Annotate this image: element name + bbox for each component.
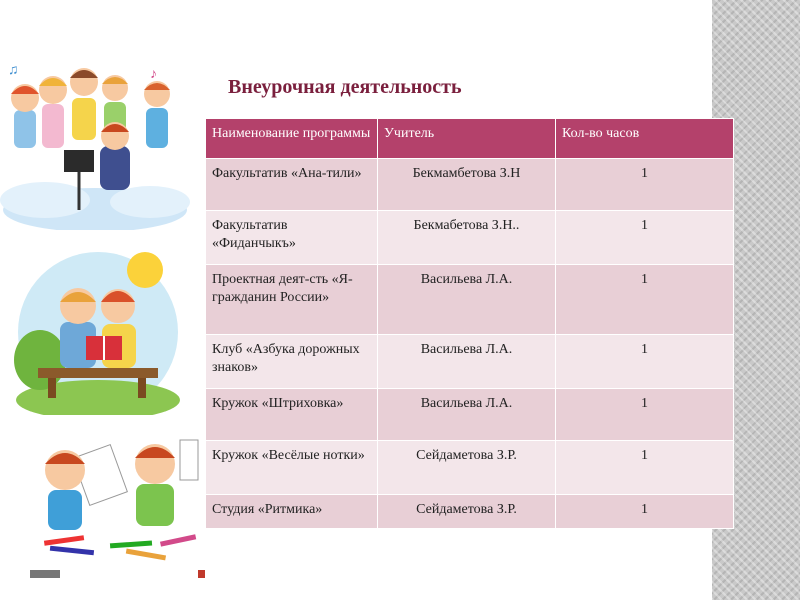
svg-text:♪: ♪ (150, 67, 157, 82)
header-hours: Кол-во часов (556, 119, 734, 159)
table-row (206, 335, 734, 389)
teacher-cell: Сейдаметова З.Р. (378, 495, 556, 529)
hours-cell: 1 (556, 265, 734, 335)
hours-cell: 1 (556, 495, 734, 529)
header-program: Наименование программы (206, 119, 378, 159)
singing-children-illustration (0, 60, 190, 230)
teacher-cell: Бекмамбетова З.Н (378, 159, 556, 211)
program-cell: Кружок «Штриховка» (206, 389, 378, 441)
program-cell: Студия «Ритмика» (206, 495, 378, 529)
hours-cell: 1 (556, 441, 734, 495)
teacher-cell: Васильева Л.А. (378, 265, 556, 335)
teacher-cell: Васильева Л.А. (378, 389, 556, 441)
program-cell: Факультатив «Фиданчыкъ» (206, 211, 378, 265)
drawing-children-illustration (30, 430, 205, 580)
header-teacher: Учитель (378, 119, 556, 159)
table-row (206, 265, 734, 335)
hours-cell: 1 (556, 159, 734, 211)
table-row (206, 389, 734, 441)
table-row (206, 211, 734, 265)
program-cell: Кружок «Весёлые нотки» (206, 441, 378, 495)
page-title: Внеурочная деятельность (228, 76, 462, 98)
svg-text:♫: ♫ (8, 63, 19, 78)
teacher-cell: Васильева Л.А. (378, 335, 556, 389)
program-cell: Факультатив «Ана-тили» (206, 159, 378, 211)
activities-table (205, 118, 733, 529)
table-header-row (206, 119, 734, 159)
program-cell: Проектная деят-сть «Я-гражданин России» (206, 265, 378, 335)
teacher-cell: Бекмабетова З.Н.. (378, 211, 556, 265)
teacher-cell: Сейдаметова З.Р. (378, 441, 556, 495)
table-row (206, 441, 734, 495)
hours-cell: 1 (556, 389, 734, 441)
reading-children-illustration (10, 240, 185, 415)
table-row (206, 159, 734, 211)
hours-cell: 1 (556, 335, 734, 389)
hours-cell: 1 (556, 211, 734, 265)
program-cell: Клуб «Азбука дорожных знаков» (206, 335, 378, 389)
table-row (206, 495, 734, 529)
